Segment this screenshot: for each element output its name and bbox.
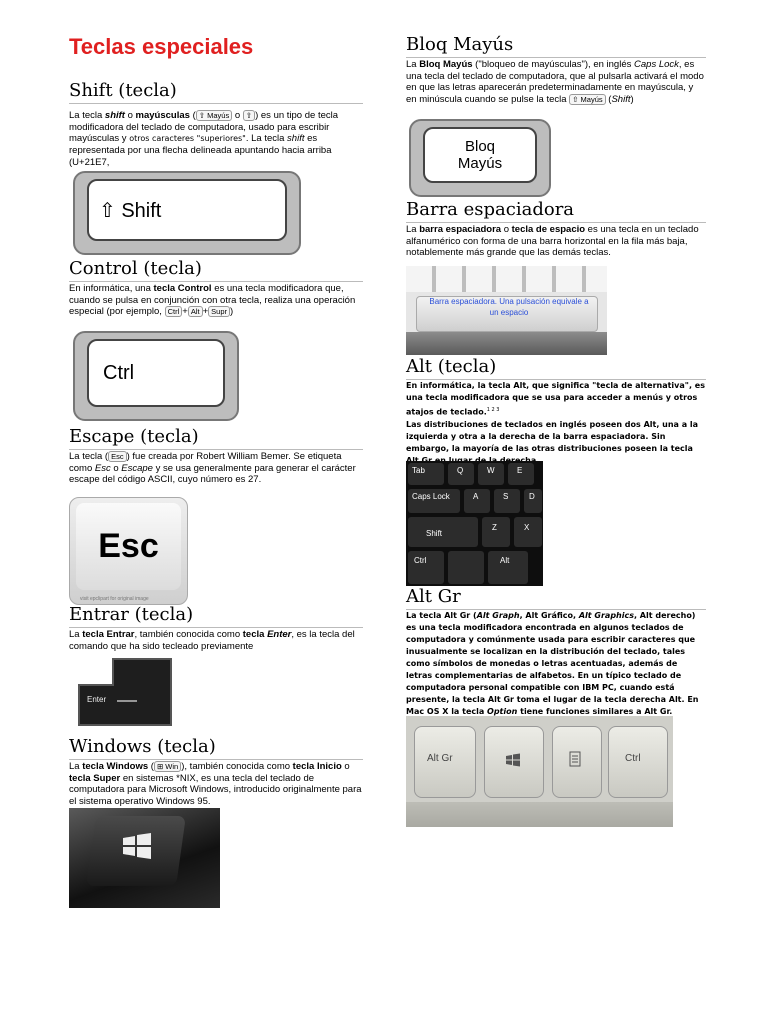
document-title: Teclas especiales <box>69 34 254 59</box>
section-bloq-mayus <box>406 34 706 105</box>
esc-key-label: Esc <box>98 527 159 565</box>
section-heading: Barra espaciadora <box>406 199 706 223</box>
section-text: La tecla Windows ( ⊞ Win ), también conocida como tecla Inicio o tecla Super en sistemas *NIX, es una tecla del teclado de computadora para Microsoft Windows, introducido originalmente para el sistema operativo Windows 95. <box>69 761 362 807</box>
spacebar-caption: Barra espaciadora. Una pulsación equivale a un espacio <box>429 297 589 317</box>
ctrl-key-image <box>73 331 239 421</box>
section-text: La tecla shift o mayúsculas ( ⇧ Mayús o ⇧ ) es un tipo de tecla modificadora del teclado de computadora, usado para escribir mayúsculas y otros caracteres "superiores". La tecla shift es representada por una flecha delineada apuntando hacia arriba (U+21E7, <box>69 110 339 168</box>
section-enter <box>69 604 363 652</box>
windows-logo-icon <box>121 832 153 860</box>
section-text: La Bloq Mayús ("bloqueo de mayúsculas"), en inglés Caps Lock, es una tecla del teclado de computadora, que al pulsarla activará el modo en que las letras aparecerán predeterminadamente en mayúscula, y en minúscula cuando se pulse la tecla ⇧ Mayús (Shift) <box>406 59 704 105</box>
alt-gr-keyboard-image: Alt Gr Ctrl <box>406 716 673 827</box>
bloq-key-label: Bloq <box>464 138 496 155</box>
section-heading: Shift (tecla) <box>69 80 363 104</box>
enter-key-label: Enter <box>87 695 107 704</box>
esc-key-image <box>69 497 188 605</box>
image-watermark: visit epclipart for original image <box>80 596 149 602</box>
shift-key-label: ⇧ Shift <box>99 199 162 222</box>
section-control <box>69 258 363 318</box>
section-windows <box>69 736 363 807</box>
section-text: La tecla ( Esc ) fue creada por Robert William Bemer. Se etiqueta como Esc o Escape y se usa generalmente para generar el carácter escape del código ASCII, cuyo número es 27. <box>69 451 356 486</box>
shift-arrow-inline: ⇧ <box>243 110 255 121</box>
section-heading: Windows (tecla) <box>69 736 363 760</box>
mayus-key-label: Mayús <box>457 155 503 172</box>
ctrl-key-label: Ctrl <box>103 361 135 384</box>
alt-keyboard-image: Tab Q W E Caps Lock A S D Shift Z X Ctrl Alt <box>406 461 543 586</box>
section-text: En informática, la tecla Alt, que significa "tecla de alternativa", es una tecla modificadora que se usa para acceder a menús y otros atajos de teclado.$^{1 2 3}$ Las distribuciones de teclados en inglés poseen dos Alt, una a la izquierda y otra a la derecha de la barra espaciadora. Sin embargo, la mayoría de las otras distribuciones poseen la tecla <box>406 381 705 453</box>
section-heading: Escape (tecla) <box>69 426 363 450</box>
section-heading: Bloq Mayús <box>406 34 706 58</box>
section-barra-espaciadora <box>406 199 706 259</box>
reference-marks: 1 2 3 <box>486 407 500 413</box>
section-heading: Alt (tecla) <box>406 356 706 380</box>
section-text: La barra espaciadora o tecla de espacio es una tecla en un teclado alfanumérico con forma de una barra horizontal en la fila más baja, notablemente más grande que las demás teclas. <box>406 224 699 259</box>
section-text: La tecla Alt Gr (Alt Graph, Alt Gráfico, Alt Graphics, Alt derecho) es una tecla modificadora encontrada en algunos teclados de computadora y comúnmente usada para escribir caracteres que inusualmente se localizan en la distribución del teclado, tales como símbolos de monedas o letras acentuadas, además de letras complementarias de alfabetos. En un típico teclado de computadora personal compatible con IBM PC, cuando está presente, la tecla Alt Gr toma el lugar de la tecla derecha Alt. En Mac OS X la tecla Option tiene funciones similares a Alt Gr. <box>406 611 699 716</box>
section-alt <box>406 356 706 467</box>
windows-key-image <box>69 808 220 908</box>
section-heading: Control (tecla) <box>69 258 363 282</box>
section-alt-gr <box>406 586 706 718</box>
shift-key-inline: ⇧ Mayús <box>196 110 232 121</box>
menu-key-icon <box>569 751 581 767</box>
section-heading: Entrar (tecla) <box>69 604 363 628</box>
section-heading: Alt Gr <box>406 586 706 610</box>
section-escape <box>69 426 363 486</box>
enter-key-image <box>75 655 175 730</box>
spacebar-image <box>406 266 607 355</box>
section-shift <box>69 80 363 168</box>
section-text: En informática, una tecla Control es una tecla modificadora que, cuando se pulsa en conjunción con otra tecla, realiza una operación especial (por ejemplo, Ctrl + Alt + Supr ) <box>69 283 356 318</box>
section-text: La tecla Entrar, también conocida como tecla Enter, es la tecla del comando que ha sido tecleado previamente <box>69 629 355 652</box>
windows-logo-icon <box>505 753 521 767</box>
shift-key-image <box>73 171 301 255</box>
bloq-mayus-key-image <box>409 119 551 197</box>
